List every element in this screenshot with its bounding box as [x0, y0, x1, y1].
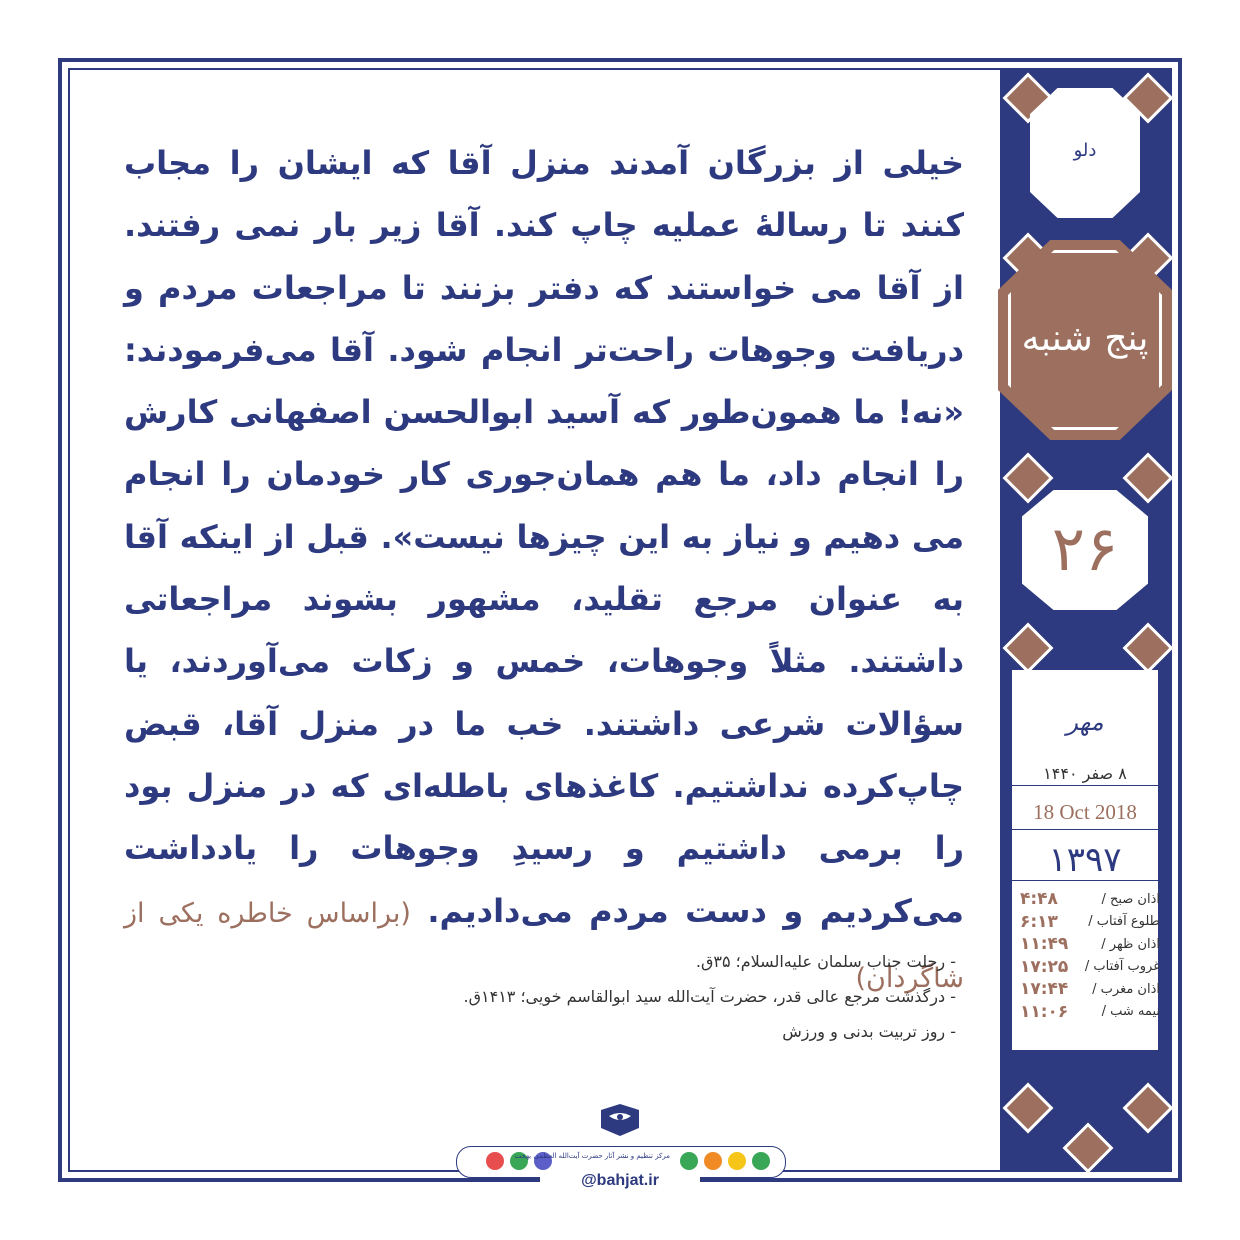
logo-icon — [597, 1102, 643, 1138]
prayer-time-row — [1020, 911, 1160, 934]
month-top-label: دلو — [1073, 140, 1097, 161]
year: ۱۳۹۷ — [1010, 840, 1160, 881]
event-item: - درگذشت مرجع عالی قدر، حضرت آیت‌الله سید ابوالقاسم خویی؛ ۱۴۱۳ق. — [463, 987, 956, 1006]
social-icon-6[interactable] — [728, 1152, 746, 1170]
ornament-tile — [1123, 623, 1174, 674]
prayer-label: اذان صبح / — [1101, 891, 1160, 907]
ornament-tile — [1123, 1083, 1174, 1134]
prayer-label: غروب آفتاب / — [1084, 959, 1160, 975]
prayer-time-row — [1020, 888, 1160, 911]
prayer-time: ۴:۴۸ — [1020, 889, 1058, 910]
prayer-label: نیمه شب / — [1101, 1004, 1160, 1020]
prayer-time-row — [1020, 956, 1160, 979]
citation: (براساس خاطره یکی از شاگردان) — [124, 897, 964, 994]
ornament-tile — [1003, 453, 1054, 504]
ornament-tile — [1003, 623, 1054, 674]
ornament-tile — [1003, 1083, 1054, 1134]
prayer-time: ۱۱:۴۹ — [1020, 934, 1069, 955]
prayer-time-row — [1020, 933, 1160, 956]
event-item: - روز تربیت بدنی و ورزش — [782, 1022, 956, 1041]
persian-month: مهر — [1066, 708, 1104, 736]
prayer-time: ۱۷:۴۴ — [1020, 979, 1069, 1000]
prayer-times — [1020, 888, 1160, 1023]
social-icon-4[interactable] — [680, 1152, 698, 1170]
social-icon-7[interactable] — [752, 1152, 770, 1170]
footer-handle[interactable]: @bahjat.ir — [540, 1172, 700, 1190]
social-icon-5[interactable] — [704, 1152, 722, 1170]
prayer-label: طلوع آفتاب / — [1088, 914, 1160, 930]
ornament-tile — [1123, 453, 1174, 504]
gregorian-date: 18 Oct 2018 — [1010, 800, 1160, 830]
main-narrative — [124, 132, 964, 1010]
day-number: ۲۶ — [1051, 512, 1119, 585]
prayer-label: اذان مغرب / — [1092, 981, 1160, 997]
prayer-label: اذان ظهر / — [1101, 936, 1160, 952]
weekday-label: پنج شنبه — [1021, 318, 1149, 359]
ornament-tile — [1063, 1123, 1114, 1174]
prayer-time-row — [1020, 1001, 1160, 1024]
prayer-time: ۱۱:۰۶ — [1020, 1001, 1069, 1022]
prayer-time-row — [1020, 978, 1160, 1001]
org-name: مرکز تنظیم و نشر آثار حضرت آیت‌الله العظمی بهجت — [514, 1152, 670, 1160]
hijri-date: ۸ صفر ۱۴۴۰ — [1010, 764, 1160, 786]
social-icon-1[interactable] — [486, 1152, 504, 1170]
events-list — [336, 944, 956, 1049]
event-item: - رحلت جناب سلمان علیه‌السلام؛ ۳۵ق. — [695, 952, 956, 971]
narrative-body: خیلی از بزرگان آمدند منزل آقا که ایشان را مجاب کنند تا رسالهٔ عملیه چاپ کند. آقا زیر بار نمی رفتند. از آقا می خواستند که دفتر بزنند تا مراجعات مردم و دریافت وجوهات راحت‌تر انجام شود. آقا می‌فرمودند: «نه! ما همون‌طور که آسید ابوالحسن اصفهانی کارش را انجام داد، ما هم همان‌جوری کار خودمان را انجام می دهیم و نیاز به این چیزها نیست». قبل از اینکه آقا به عنوان مرجع تقلید، مشهور بشوند مراجعاتی داشتند. مثلاً وجوهات، خمس و زکات می‌آوردند، یا سؤالات شرعی داشتند. خب ما در منزل آقا، قبض چاپ‌کرده نداشتیم. کاغذهای باطله‌ای که در منزل بود را برمی داشتیم و رسیدِ وجوهات را یادداشت می‌کردیم و دست مردم می‌دادیم. — [124, 144, 964, 930]
prayer-time: ۶:۱۳ — [1020, 911, 1058, 932]
prayer-time: ۱۷:۲۵ — [1020, 956, 1069, 977]
